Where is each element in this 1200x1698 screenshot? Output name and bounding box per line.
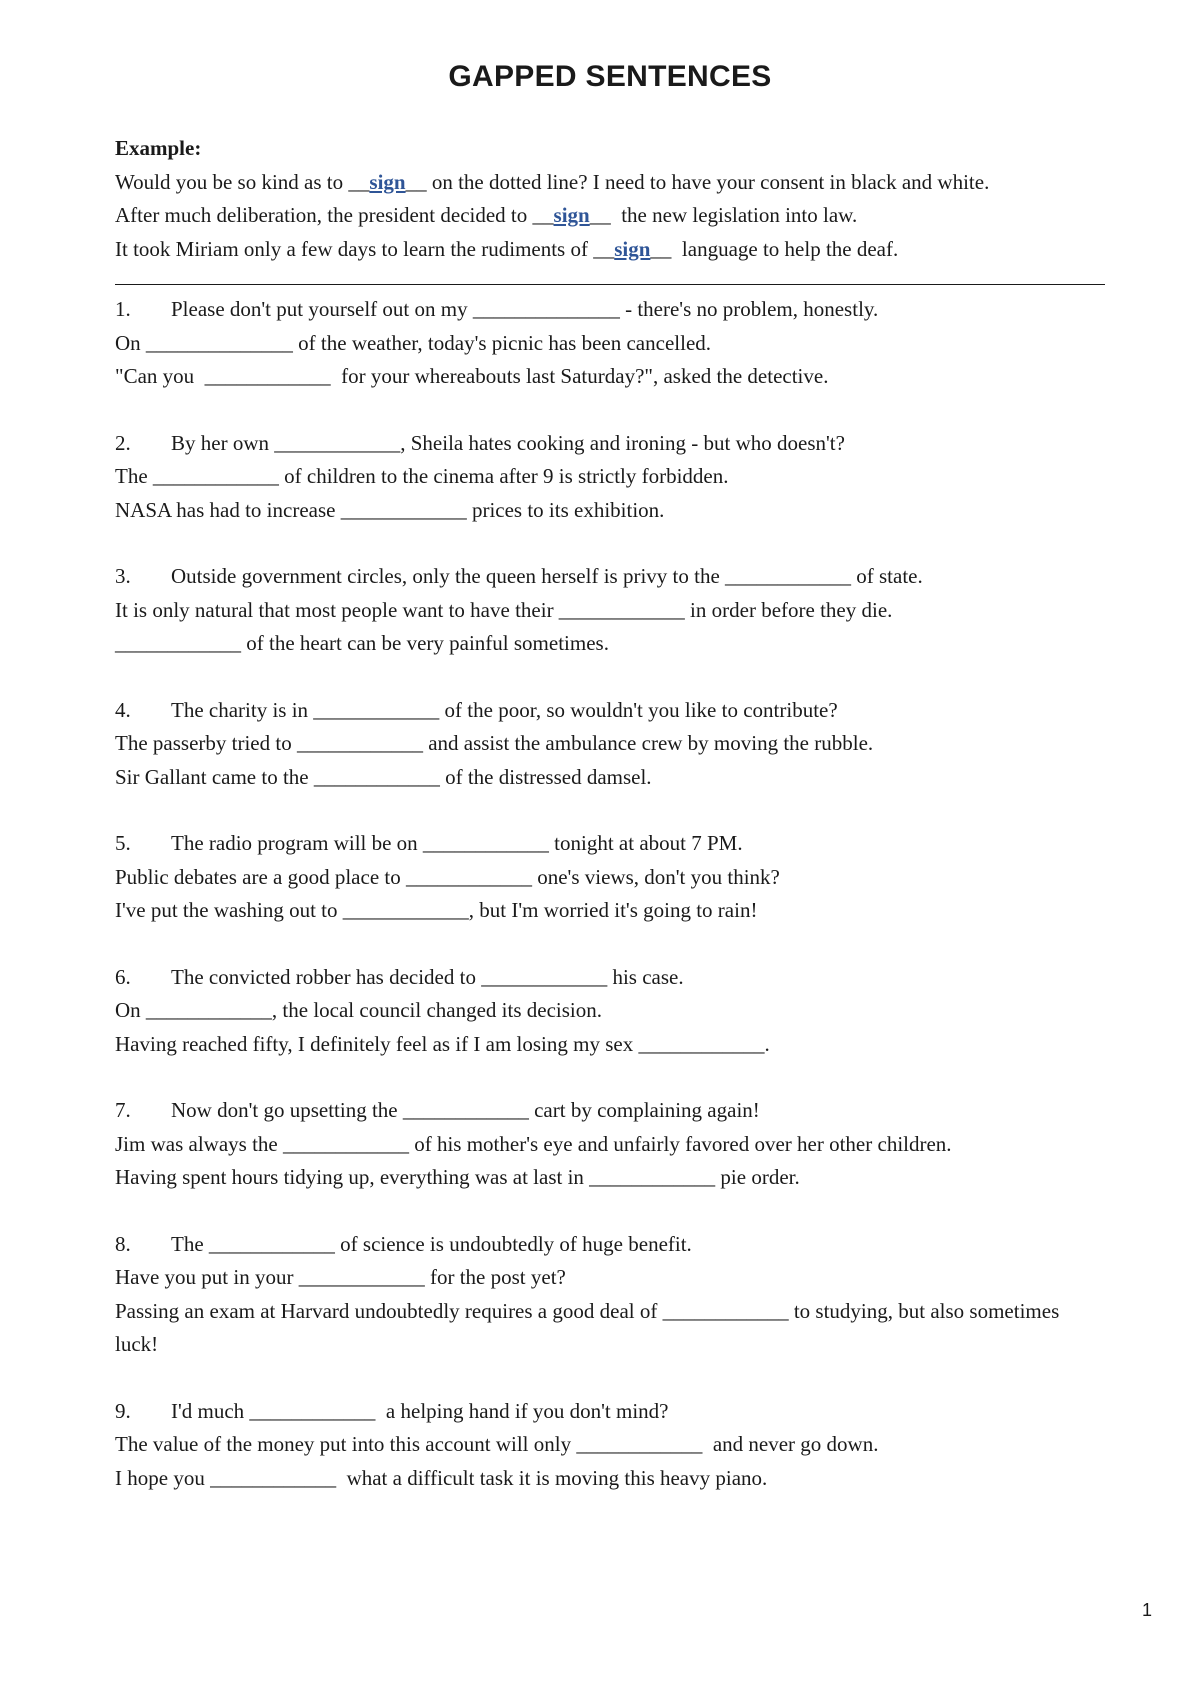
gapped-sentence: The ____________ of children to the cinema after 9 is strictly forbidden. [115,464,729,488]
gapped-sentence: Now don't go upsetting the ____________ cart by complaining again! [171,1098,760,1122]
gapped-sentence: The convicted robber has decided to ____________ his case. [171,964,684,989]
gapped-sentence: Have you put in your ____________ for the post yet? [115,1265,566,1289]
gapped-sentence: Public debates are a good place to ____________ one's views, don't you think? [115,864,780,889]
example-line [115,166,1105,200]
gapped-sentence: Please don't put yourself out on my ______________ - there's no problem, honestly. [171,297,879,321]
question-1 [115,293,1105,394]
gapped-sentence: ____________ of the heart can be very painful sometimes. [115,631,609,655]
example-section [115,132,1105,266]
question-7 [115,1094,1105,1195]
gapped-sentence: The charity is in ____________ of the poor, so wouldn't you like to contribute? [171,697,838,722]
example-line [115,199,1105,233]
example-text-before: It took Miriam only a few days to learn the rudiments of __ [115,236,615,261]
gapped-sentence: The passerby tried to ____________ and assist the ambulance crew by moving the rubble. [115,731,874,755]
question-number: 8. [115,1231,131,1256]
question-6 [115,961,1105,1062]
example-text-before: Would you be so kind as to __ [115,169,370,194]
question-3 [115,560,1105,661]
gapped-sentence: Having reached fifty, I definitely feel as if I am losing my sex ____________. [115,1031,770,1056]
gapped-sentence: The ____________ of science is undoubtedly of huge benefit. [171,1231,692,1256]
example-answer: sign [369,169,406,194]
worksheet [115,60,1105,1528]
example-line [115,233,1105,267]
question-number: 2. [115,430,131,455]
gapped-sentence: I hope you ____________ what a difficult task it is moving this heavy piano. [115,1465,768,1490]
question-5 [115,827,1105,928]
question-number: 7. [115,1098,131,1122]
divider [115,284,1105,285]
question-number: 3. [115,564,131,588]
gapped-sentence: Jim was always the ____________ of his mother's eye and unfairly favored over her other children. [115,1131,952,1156]
page-number: 1 [1141,1600,1152,1620]
question-4 [115,694,1105,795]
gapped-sentence: I'd much ____________ a helping hand if you don't mind? [171,1398,669,1423]
example-answer: sign [553,203,590,227]
example-answer: sign [614,236,651,261]
gapped-sentence: NASA has had to increase ____________ prices to its exhibition. [115,497,665,522]
gapped-sentence: On ______________ of the weather, today's picnic has been cancelled. [115,330,712,355]
question-number: 1. [115,297,131,321]
gapped-sentence: It is only natural that most people want to have their ____________ in order before they die. [115,597,893,622]
question-2 [115,427,1105,528]
gapped-sentence: I've put the washing out to ____________, but I'm worried it's going to rain! [115,898,758,922]
question-9 [115,1395,1105,1496]
gapped-sentence: Sir Gallant came to the ____________ of the distressed damsel. [115,764,652,789]
question-number: 9. [115,1398,131,1423]
gapped-sentence: On ____________, the local council changed its decision. [115,998,602,1022]
gapped-sentence: "Can you ____________ for your whereabouts last Saturday?", asked the detective. [115,364,829,388]
example-text-before: After much deliberation, the president decided to __ [115,203,554,227]
question-number: 4. [115,697,131,722]
example-text-after: __ the new legislation into law. [589,203,858,227]
gapped-sentence: The radio program will be on ____________ tonight at about 7 PM. [171,831,743,855]
question-8 [115,1228,1105,1362]
example-text-after: __ language to help the deaf. [650,236,899,261]
gapped-sentence: Having spent hours tidying up, everything was at last in ____________ pie order. [115,1165,800,1189]
page-title: GAPPED SENTENCES [448,60,772,93]
gapped-sentence: Outside government circles, only the queen herself is privy to the ____________ of state. [171,564,923,588]
gapped-sentence: By her own ____________, Sheila hates cooking and ironing - but who doesn't? [171,430,845,455]
example-label: Example: [115,136,202,160]
example-text-after: __ on the dotted line? I need to have your consent in black and white. [405,169,990,194]
question-number: 6. [115,964,131,989]
gapped-sentence: The value of the money put into this account will only ____________ and never go down. [115,1432,879,1456]
question-number: 5. [115,831,131,855]
gapped-sentence: Passing an exam at Harvard undoubtedly requires a good deal of ____________ to studying, but also sometimes luck! [115,1298,1065,1356]
